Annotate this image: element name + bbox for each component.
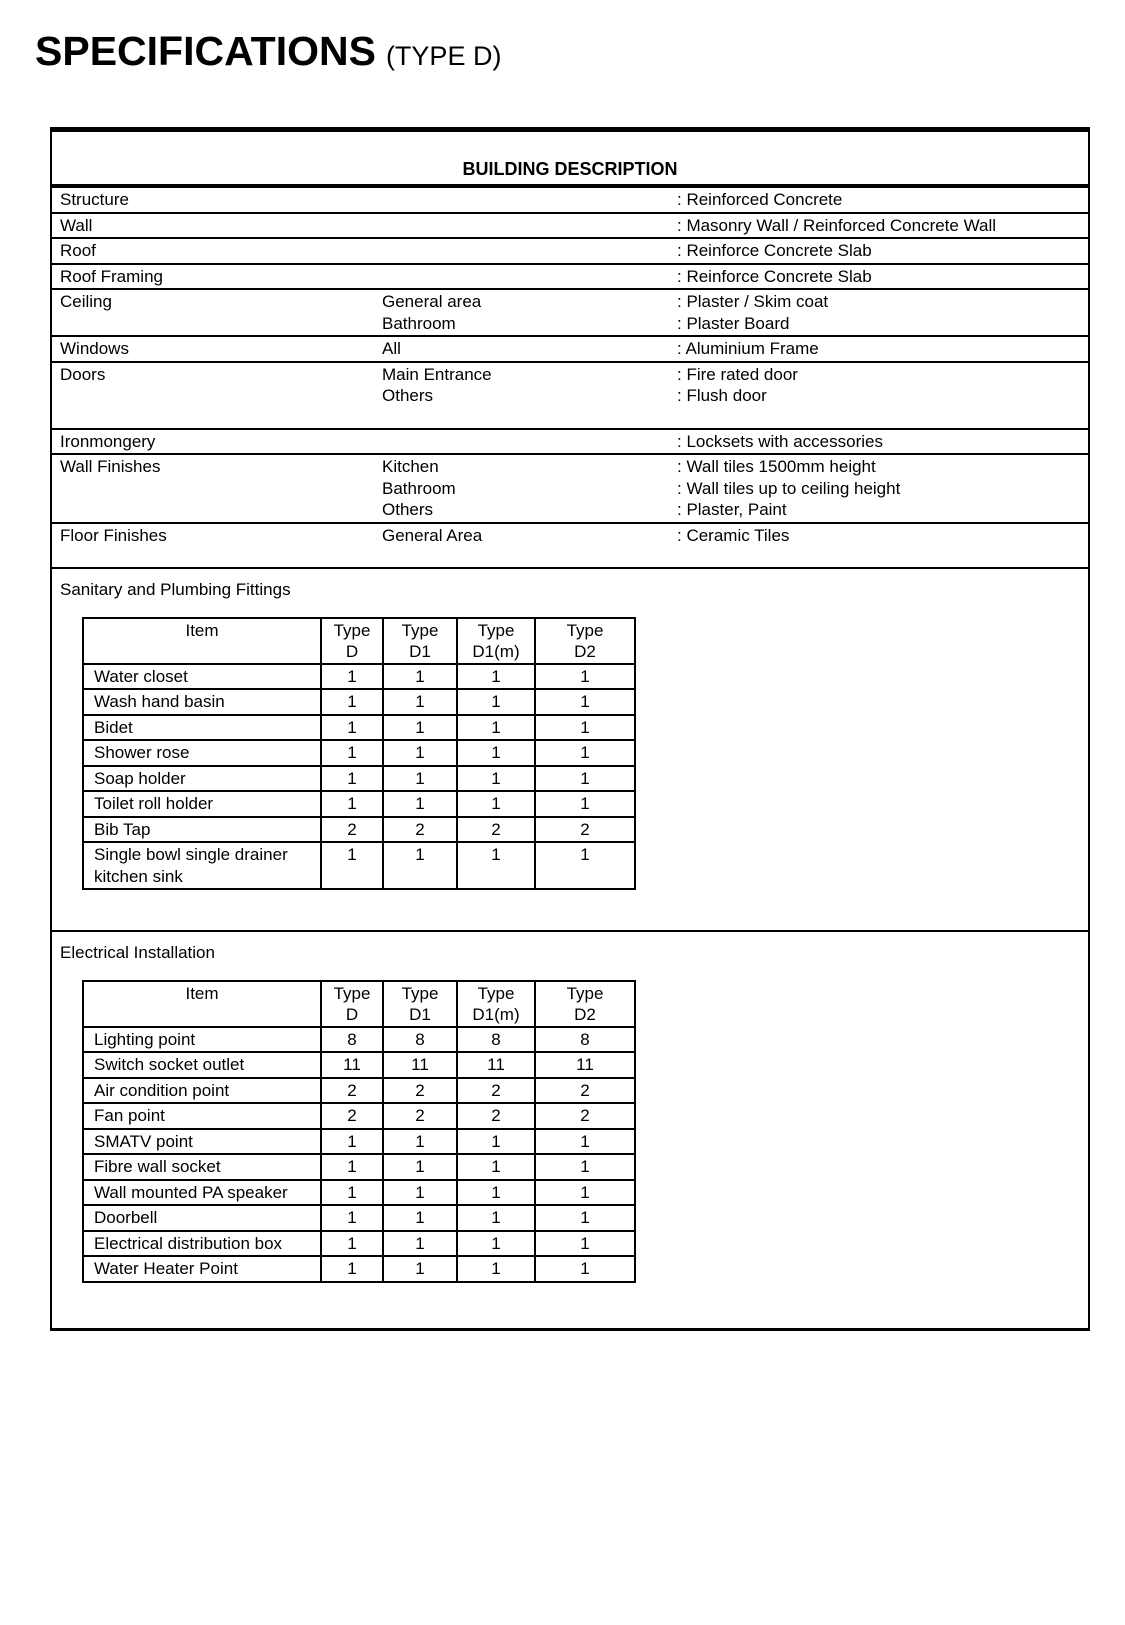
spec-area-column xyxy=(382,266,677,288)
column-header-line1: Type xyxy=(566,620,604,640)
count-cell: 2 xyxy=(535,1078,635,1104)
count-cell: 1 xyxy=(457,715,535,741)
count-cell: 1 xyxy=(457,1154,535,1180)
spec-area: Bathroom xyxy=(382,313,456,333)
count-cell: 1 xyxy=(457,842,535,889)
column-header-line1: Type xyxy=(401,620,439,640)
spec-label: Ceiling xyxy=(60,292,112,311)
spec-area: All xyxy=(382,339,401,358)
count-cell: 2 xyxy=(457,1103,535,1129)
spec-area xyxy=(382,266,677,288)
item-cell: Switch socket outlet xyxy=(83,1052,321,1078)
spec-label: Ironmongery xyxy=(60,431,156,451)
count-cell: 1 xyxy=(321,664,383,690)
spec-area xyxy=(382,431,677,453)
table-row xyxy=(83,766,635,792)
item-cell: Water Heater Point xyxy=(83,1256,321,1282)
table-row xyxy=(83,1078,635,1104)
building-description-row xyxy=(52,214,1088,240)
sanitary-section xyxy=(52,569,1088,932)
count-cell: 1 xyxy=(383,1256,457,1282)
spec-area: Kitchen xyxy=(382,457,439,476)
count-cell: 2 xyxy=(457,1078,535,1104)
item-cell: Soap holder xyxy=(83,766,321,792)
spec-value: : Plaster Board xyxy=(677,313,790,333)
table-row xyxy=(83,1231,635,1257)
table-row xyxy=(83,1256,635,1282)
item-cell: Shower rose xyxy=(83,740,321,766)
count-cell: 2 xyxy=(383,1103,457,1129)
item-cell: Fan point xyxy=(83,1103,321,1129)
count-cell: 1 xyxy=(535,842,635,889)
count-cell: 1 xyxy=(457,740,535,766)
table-row xyxy=(83,664,635,690)
count-cell: 1 xyxy=(457,1231,535,1257)
item-cell: Lighting point xyxy=(83,1027,321,1053)
building-description-rows xyxy=(52,188,1088,569)
count-cell: 1 xyxy=(321,791,383,817)
sanitary-fittings-table xyxy=(82,617,636,891)
count-cell: 1 xyxy=(383,1180,457,1206)
spec-value-column xyxy=(677,189,1084,211)
count-cell: 8 xyxy=(383,1027,457,1053)
count-cell: 1 xyxy=(535,791,635,817)
count-cell: 1 xyxy=(457,791,535,817)
item-cell: Single bowl single drainer kitchen sink xyxy=(83,842,321,889)
column-header-line2: D xyxy=(345,641,359,661)
spec-area: Bathroom xyxy=(382,478,456,498)
count-cell: 1 xyxy=(535,1256,635,1282)
column-header-type xyxy=(321,981,383,1027)
spec-label: Wall xyxy=(60,215,93,235)
spec-value-column xyxy=(677,364,1084,407)
table-row xyxy=(83,1180,635,1206)
count-cell: 1 xyxy=(383,1154,457,1180)
item-cell: Electrical distribution box xyxy=(83,1231,321,1257)
spec-label: Structure xyxy=(60,190,129,209)
column-header-line2: D1(m) xyxy=(472,1004,520,1024)
table-row xyxy=(83,689,635,715)
count-cell: 1 xyxy=(321,1129,383,1155)
count-cell: 1 xyxy=(383,740,457,766)
column-header-item xyxy=(83,981,321,1027)
spec-label: Wall Finishes xyxy=(60,457,161,476)
spec-value: : Wall tiles 1500mm height xyxy=(677,457,876,476)
count-cell: 1 xyxy=(535,664,635,690)
spec-area-column xyxy=(382,525,677,547)
spec-area-column xyxy=(382,431,677,453)
spec-area-column xyxy=(382,364,677,407)
building-description-table xyxy=(50,127,1090,1331)
table-header-row xyxy=(83,981,635,1027)
column-header-line2: D1 xyxy=(409,1004,431,1024)
count-cell: 11 xyxy=(383,1052,457,1078)
spec-label: Floor Finishes xyxy=(60,525,167,545)
item-cell: Toilet roll holder xyxy=(83,791,321,817)
table-row xyxy=(83,791,635,817)
item-cell: Doorbell xyxy=(83,1205,321,1231)
spec-value: : Reinforce Concrete Slab xyxy=(677,241,872,260)
spec-value-column xyxy=(677,240,1084,262)
column-header-type xyxy=(457,981,535,1027)
count-cell: 1 xyxy=(321,1231,383,1257)
spec-area: Others xyxy=(382,500,434,519)
column-header-line1: Type xyxy=(477,620,515,640)
spec-area-column xyxy=(382,456,677,521)
item-cell: Water closet xyxy=(83,664,321,690)
item-cell: Wash hand basin xyxy=(83,689,321,715)
count-cell: 1 xyxy=(383,1129,457,1155)
building-description-row xyxy=(52,363,1088,430)
spec-value: : Wall tiles up to ceiling height xyxy=(677,478,901,498)
spec-label: Windows xyxy=(60,339,129,358)
spec-area xyxy=(382,240,677,262)
count-cell: 1 xyxy=(535,766,635,792)
spec-value-column xyxy=(677,215,1084,237)
sanitary-section-title: Sanitary and Plumbing Fittings xyxy=(60,580,291,599)
count-cell: 11 xyxy=(321,1052,383,1078)
spec-value-column xyxy=(677,291,1084,334)
spec-area xyxy=(382,189,677,211)
column-header-line2 xyxy=(84,1004,320,1025)
column-header-item xyxy=(83,618,321,664)
count-cell: 1 xyxy=(535,689,635,715)
page-title xyxy=(35,28,501,75)
count-cell: 8 xyxy=(535,1027,635,1053)
spec-value: : Fire rated door xyxy=(677,364,798,384)
column-header-line2: D2 xyxy=(574,641,596,661)
count-cell: 1 xyxy=(383,1231,457,1257)
spec-value-column xyxy=(677,338,1084,360)
spec-area-column xyxy=(382,291,677,334)
count-cell: 2 xyxy=(321,817,383,843)
column-header-type xyxy=(321,618,383,664)
spec-area-column xyxy=(382,338,677,360)
spec-area-column xyxy=(382,215,677,237)
spec-label: Roof xyxy=(60,241,96,260)
page-title-suffix: (TYPE D) xyxy=(385,41,502,71)
item-cell: Bib Tap xyxy=(83,817,321,843)
count-cell: 1 xyxy=(383,791,457,817)
count-cell: 1 xyxy=(457,1180,535,1206)
count-cell: 1 xyxy=(383,689,457,715)
count-cell: 2 xyxy=(321,1078,383,1104)
count-cell: 1 xyxy=(321,842,383,889)
count-cell: 1 xyxy=(457,689,535,715)
column-header-line1: Type xyxy=(333,983,371,1003)
spec-value: : Reinforce Concrete Slab xyxy=(677,266,872,286)
column-header-line1: Type xyxy=(566,983,604,1003)
spec-value: : Aluminium Frame xyxy=(677,339,819,358)
count-cell: 1 xyxy=(383,715,457,741)
building-description-row xyxy=(52,290,1088,337)
column-header-line2: D1 xyxy=(409,641,431,661)
building-description-header: BUILDING DESCRIPTION xyxy=(52,132,1088,188)
building-description-row xyxy=(52,188,1088,214)
electrical-installation-table xyxy=(82,980,636,1283)
table-row xyxy=(83,715,635,741)
electrical-section xyxy=(52,932,1088,1328)
electrical-section-title: Electrical Installation xyxy=(60,943,215,962)
spec-value: : Locksets with accessories xyxy=(677,431,883,451)
count-cell: 2 xyxy=(383,817,457,843)
column-header-line1: Type xyxy=(401,983,439,1003)
count-cell: 1 xyxy=(457,766,535,792)
table-row xyxy=(83,1129,635,1155)
count-cell: 1 xyxy=(383,664,457,690)
table-row xyxy=(83,1154,635,1180)
column-header-line1: Item xyxy=(185,983,219,1003)
count-cell: 1 xyxy=(535,1205,635,1231)
spec-area: General area xyxy=(382,292,482,311)
item-cell: SMATV point xyxy=(83,1129,321,1155)
column-header-line1: Type xyxy=(477,983,515,1003)
table-header-row xyxy=(83,618,635,664)
table-row xyxy=(83,1052,635,1078)
column-header-line1: Item xyxy=(185,620,219,640)
building-description-row xyxy=(52,239,1088,265)
table-row xyxy=(83,817,635,843)
table-row xyxy=(83,740,635,766)
spec-value: : Flush door xyxy=(677,386,767,405)
column-header-line1: Type xyxy=(333,620,371,640)
spec-value-column xyxy=(677,431,1084,453)
count-cell: 11 xyxy=(457,1052,535,1078)
column-header-line2: D2 xyxy=(574,1004,596,1024)
item-cell: Bidet xyxy=(83,715,321,741)
building-description-row xyxy=(52,455,1088,524)
spec-label: Roof Framing xyxy=(60,266,163,286)
count-cell: 2 xyxy=(321,1103,383,1129)
table-row xyxy=(83,842,635,889)
column-header-line2: D1(m) xyxy=(472,641,520,661)
spec-area-column xyxy=(382,240,677,262)
spec-area xyxy=(382,215,677,237)
spec-value-column xyxy=(677,266,1084,288)
item-cell: Wall mounted PA speaker xyxy=(83,1180,321,1206)
count-cell: 1 xyxy=(321,766,383,792)
spec-value: : Ceramic Tiles xyxy=(677,525,790,545)
spec-label: Doors xyxy=(60,364,106,384)
column-header-type xyxy=(383,618,457,664)
count-cell: 1 xyxy=(535,740,635,766)
building-description-row xyxy=(52,265,1088,291)
spec-value: : Masonry Wall / Reinforced Concrete Wall xyxy=(677,215,997,235)
count-cell: 1 xyxy=(457,1129,535,1155)
spec-value: : Plaster, Paint xyxy=(677,500,787,519)
count-cell: 1 xyxy=(321,715,383,741)
count-cell: 1 xyxy=(457,1205,535,1231)
count-cell: 2 xyxy=(457,817,535,843)
count-cell: 1 xyxy=(535,1154,635,1180)
building-description-row xyxy=(52,430,1088,456)
count-cell: 1 xyxy=(383,1205,457,1231)
count-cell: 1 xyxy=(457,664,535,690)
spec-value-column xyxy=(677,456,1084,521)
count-cell: 2 xyxy=(535,1103,635,1129)
count-cell: 1 xyxy=(535,1129,635,1155)
count-cell: 11 xyxy=(535,1052,635,1078)
count-cell: 1 xyxy=(383,766,457,792)
count-cell: 8 xyxy=(457,1027,535,1053)
count-cell: 1 xyxy=(321,689,383,715)
spec-value-column xyxy=(677,525,1084,547)
table-row xyxy=(83,1027,635,1053)
count-cell: 1 xyxy=(535,1180,635,1206)
column-header-line2: D xyxy=(345,1004,359,1024)
count-cell: 1 xyxy=(321,1154,383,1180)
count-cell: 2 xyxy=(383,1078,457,1104)
count-cell: 1 xyxy=(535,1231,635,1257)
count-cell: 8 xyxy=(321,1027,383,1053)
item-cell: Air condition point xyxy=(83,1078,321,1104)
spec-value: : Reinforced Concrete xyxy=(677,190,843,209)
column-header-type xyxy=(457,618,535,664)
column-header-type xyxy=(535,981,635,1027)
item-cell: Fibre wall socket xyxy=(83,1154,321,1180)
count-cell: 1 xyxy=(535,715,635,741)
spec-area: Others xyxy=(382,386,434,405)
table-row xyxy=(83,1205,635,1231)
count-cell: 1 xyxy=(321,740,383,766)
table-row xyxy=(83,1103,635,1129)
building-description-row xyxy=(52,524,1088,570)
count-cell: 1 xyxy=(383,842,457,889)
spec-area: Main Entrance xyxy=(382,364,492,384)
page-title-main: SPECIFICATIONS xyxy=(35,28,376,74)
column-header-line2 xyxy=(84,641,320,662)
count-cell: 1 xyxy=(321,1256,383,1282)
spec-area-column xyxy=(382,189,677,211)
count-cell: 1 xyxy=(457,1256,535,1282)
count-cell: 1 xyxy=(321,1180,383,1206)
column-header-type xyxy=(383,981,457,1027)
column-header-type xyxy=(535,618,635,664)
count-cell: 2 xyxy=(535,817,635,843)
building-description-row xyxy=(52,337,1088,363)
spec-area: General Area xyxy=(382,525,483,545)
spec-value: : Plaster / Skim coat xyxy=(677,292,829,311)
count-cell: 1 xyxy=(321,1205,383,1231)
